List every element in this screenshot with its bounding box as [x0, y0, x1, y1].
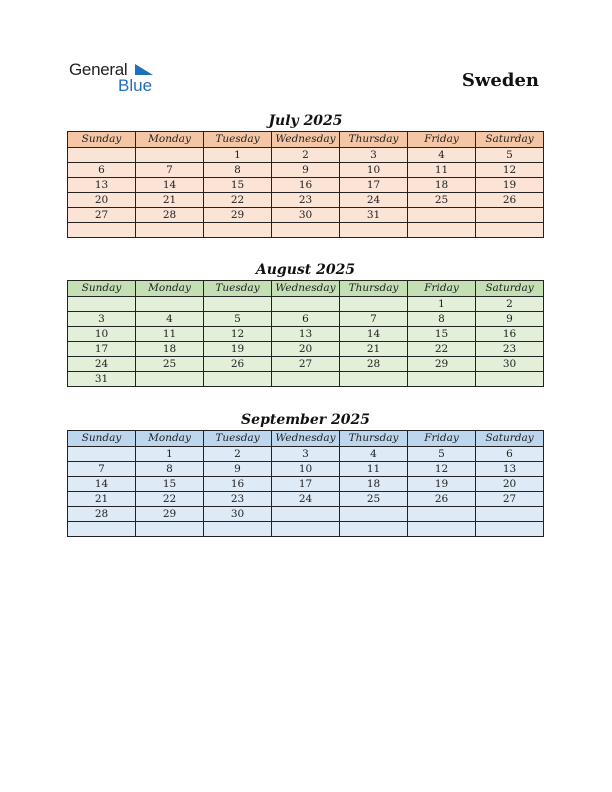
day-cell: 30: [204, 507, 272, 522]
day-cell: 15: [136, 477, 204, 492]
day-cell: [136, 223, 204, 238]
day-cell: 8: [136, 462, 204, 477]
month-title: July 2025: [268, 113, 343, 129]
weekday-header-row: [68, 281, 544, 297]
day-cell: 30: [476, 357, 544, 372]
day-cell: 31: [68, 372, 136, 387]
calendar-table: [67, 280, 544, 387]
day-cell: [204, 223, 272, 238]
week-row: [68, 193, 544, 208]
day-cell: 12: [476, 163, 544, 178]
day-cell: 27: [476, 492, 544, 507]
day-cell: 21: [136, 193, 204, 208]
day-cell: 3: [340, 148, 408, 163]
day-cell: [68, 447, 136, 462]
weekday-header: Sunday: [68, 431, 136, 447]
day-cell: [68, 297, 136, 312]
day-cell: 28: [68, 507, 136, 522]
day-cell: [204, 522, 272, 537]
day-cell: 4: [340, 447, 408, 462]
day-cell: [136, 148, 204, 163]
day-cell: [340, 223, 408, 238]
day-cell: 4: [408, 148, 476, 163]
day-cell: 26: [204, 357, 272, 372]
day-cell: 23: [204, 492, 272, 507]
day-cell: 14: [68, 477, 136, 492]
weekday-header: Tuesday: [204, 431, 272, 447]
day-cell: [408, 522, 476, 537]
day-cell: 17: [68, 342, 136, 357]
weekday-header: Thursday: [340, 431, 408, 447]
day-cell: [272, 522, 340, 537]
day-cell: 9: [204, 462, 272, 477]
day-cell: [136, 372, 204, 387]
day-cell: 15: [408, 327, 476, 342]
weekday-header: Saturday: [476, 132, 544, 148]
day-cell: 24: [68, 357, 136, 372]
day-cell: 10: [272, 462, 340, 477]
day-cell: [340, 372, 408, 387]
day-cell: [68, 148, 136, 163]
day-cell: 17: [272, 477, 340, 492]
day-cell: 25: [340, 492, 408, 507]
week-row: [68, 223, 544, 238]
logo-text-general: General: [69, 60, 128, 79]
day-cell: 8: [204, 163, 272, 178]
week-row: [68, 372, 544, 387]
day-cell: 24: [340, 193, 408, 208]
weekday-header-row: [68, 132, 544, 148]
calendar-table: [67, 131, 544, 238]
day-cell: 3: [272, 447, 340, 462]
day-cell: 10: [68, 327, 136, 342]
weekday-header: Monday: [136, 431, 204, 447]
day-cell: 11: [408, 163, 476, 178]
day-cell: [340, 507, 408, 522]
week-row: [68, 342, 544, 357]
week-row: [68, 522, 544, 537]
week-row: [68, 447, 544, 462]
day-cell: 13: [476, 462, 544, 477]
day-cell: 30: [272, 208, 340, 223]
day-cell: 21: [340, 342, 408, 357]
day-cell: 16: [272, 178, 340, 193]
day-cell: [476, 522, 544, 537]
day-cell: 12: [204, 327, 272, 342]
day-cell: 2: [272, 148, 340, 163]
day-cell: [272, 372, 340, 387]
day-cell: 12: [408, 462, 476, 477]
day-cell: 5: [204, 312, 272, 327]
day-cell: 31: [340, 208, 408, 223]
day-cell: 9: [272, 163, 340, 178]
day-cell: 7: [136, 163, 204, 178]
day-cell: 27: [68, 208, 136, 223]
day-cell: [408, 507, 476, 522]
day-cell: [408, 223, 476, 238]
day-cell: 26: [476, 193, 544, 208]
week-row: [68, 208, 544, 223]
day-cell: 20: [272, 342, 340, 357]
day-cell: 24: [272, 492, 340, 507]
day-cell: 28: [136, 208, 204, 223]
day-cell: [408, 372, 476, 387]
day-cell: 4: [136, 312, 204, 327]
day-cell: 6: [272, 312, 340, 327]
day-cell: 9: [476, 312, 544, 327]
week-row: [68, 312, 544, 327]
day-cell: 28: [340, 357, 408, 372]
week-row: [68, 178, 544, 193]
week-row: [68, 507, 544, 522]
day-cell: 6: [68, 163, 136, 178]
week-row: [68, 327, 544, 342]
day-cell: 11: [136, 327, 204, 342]
day-cell: 20: [68, 193, 136, 208]
day-cell: 16: [204, 477, 272, 492]
month-title: August 2025: [255, 262, 356, 278]
day-cell: 19: [204, 342, 272, 357]
calendar-table: [67, 430, 544, 537]
month-july: [67, 111, 544, 238]
day-cell: 13: [272, 327, 340, 342]
day-cell: 3: [68, 312, 136, 327]
day-cell: 16: [476, 327, 544, 342]
day-cell: [136, 297, 204, 312]
day-cell: 14: [340, 327, 408, 342]
weekday-header: Thursday: [340, 281, 408, 297]
week-row: [68, 492, 544, 507]
day-cell: 19: [408, 477, 476, 492]
day-cell: 19: [476, 178, 544, 193]
day-cell: 21: [68, 492, 136, 507]
day-cell: 7: [68, 462, 136, 477]
day-cell: 1: [408, 297, 476, 312]
day-cell: 6: [476, 447, 544, 462]
day-cell: [408, 208, 476, 223]
month-september: [67, 410, 544, 537]
day-cell: [476, 507, 544, 522]
weekday-header: Tuesday: [204, 132, 272, 148]
week-row: [68, 297, 544, 312]
day-cell: 29: [408, 357, 476, 372]
logo-triangle-icon: [135, 64, 153, 75]
day-cell: 22: [204, 193, 272, 208]
day-cell: 14: [136, 178, 204, 193]
weekday-header: Wednesday: [272, 132, 340, 148]
week-row: [68, 462, 544, 477]
weekday-header: Friday: [408, 132, 476, 148]
day-cell: [476, 223, 544, 238]
day-cell: [136, 522, 204, 537]
month-title: September 2025: [241, 412, 370, 428]
weekday-header: Monday: [136, 281, 204, 297]
month-august: [67, 260, 544, 387]
logo: [69, 60, 159, 96]
day-cell: [68, 522, 136, 537]
weekday-header: Saturday: [476, 281, 544, 297]
day-cell: 25: [136, 357, 204, 372]
day-cell: 1: [204, 148, 272, 163]
day-cell: 18: [340, 477, 408, 492]
week-row: [68, 163, 544, 178]
weekday-header: Friday: [408, 431, 476, 447]
weekday-header-row: [68, 431, 544, 447]
weekday-header: Tuesday: [204, 281, 272, 297]
day-cell: 1: [136, 447, 204, 462]
day-cell: 17: [340, 178, 408, 193]
day-cell: [476, 372, 544, 387]
weekday-header: Saturday: [476, 431, 544, 447]
day-cell: 23: [476, 342, 544, 357]
day-cell: 13: [68, 178, 136, 193]
day-cell: 2: [204, 447, 272, 462]
day-cell: [476, 208, 544, 223]
day-cell: 15: [204, 178, 272, 193]
day-cell: 5: [476, 148, 544, 163]
day-cell: 8: [408, 312, 476, 327]
day-cell: 18: [136, 342, 204, 357]
day-cell: 5: [408, 447, 476, 462]
day-cell: 2: [476, 297, 544, 312]
weekday-header: Wednesday: [272, 431, 340, 447]
weekday-header: Friday: [408, 281, 476, 297]
day-cell: 26: [408, 492, 476, 507]
weekday-header: Sunday: [68, 132, 136, 148]
day-cell: 11: [340, 462, 408, 477]
day-cell: 20: [476, 477, 544, 492]
day-cell: 18: [408, 178, 476, 193]
day-cell: [272, 297, 340, 312]
week-row: [68, 357, 544, 372]
day-cell: [68, 223, 136, 238]
day-cell: 27: [272, 357, 340, 372]
day-cell: 29: [136, 507, 204, 522]
day-cell: 22: [136, 492, 204, 507]
day-cell: 7: [340, 312, 408, 327]
day-cell: [204, 297, 272, 312]
weekday-header: Thursday: [340, 132, 408, 148]
day-cell: 23: [272, 193, 340, 208]
day-cell: [340, 297, 408, 312]
day-cell: 22: [408, 342, 476, 357]
day-cell: [340, 522, 408, 537]
day-cell: 29: [204, 208, 272, 223]
day-cell: 10: [340, 163, 408, 178]
country-title: Sweden: [461, 70, 539, 91]
weekday-header: Monday: [136, 132, 204, 148]
day-cell: [204, 372, 272, 387]
week-row: [68, 148, 544, 163]
week-row: [68, 477, 544, 492]
day-cell: [272, 507, 340, 522]
logo-text-blue: Blue: [118, 76, 153, 95]
day-cell: [272, 223, 340, 238]
day-cell: 25: [408, 193, 476, 208]
weekday-header: Sunday: [68, 281, 136, 297]
weekday-header: Wednesday: [272, 281, 340, 297]
